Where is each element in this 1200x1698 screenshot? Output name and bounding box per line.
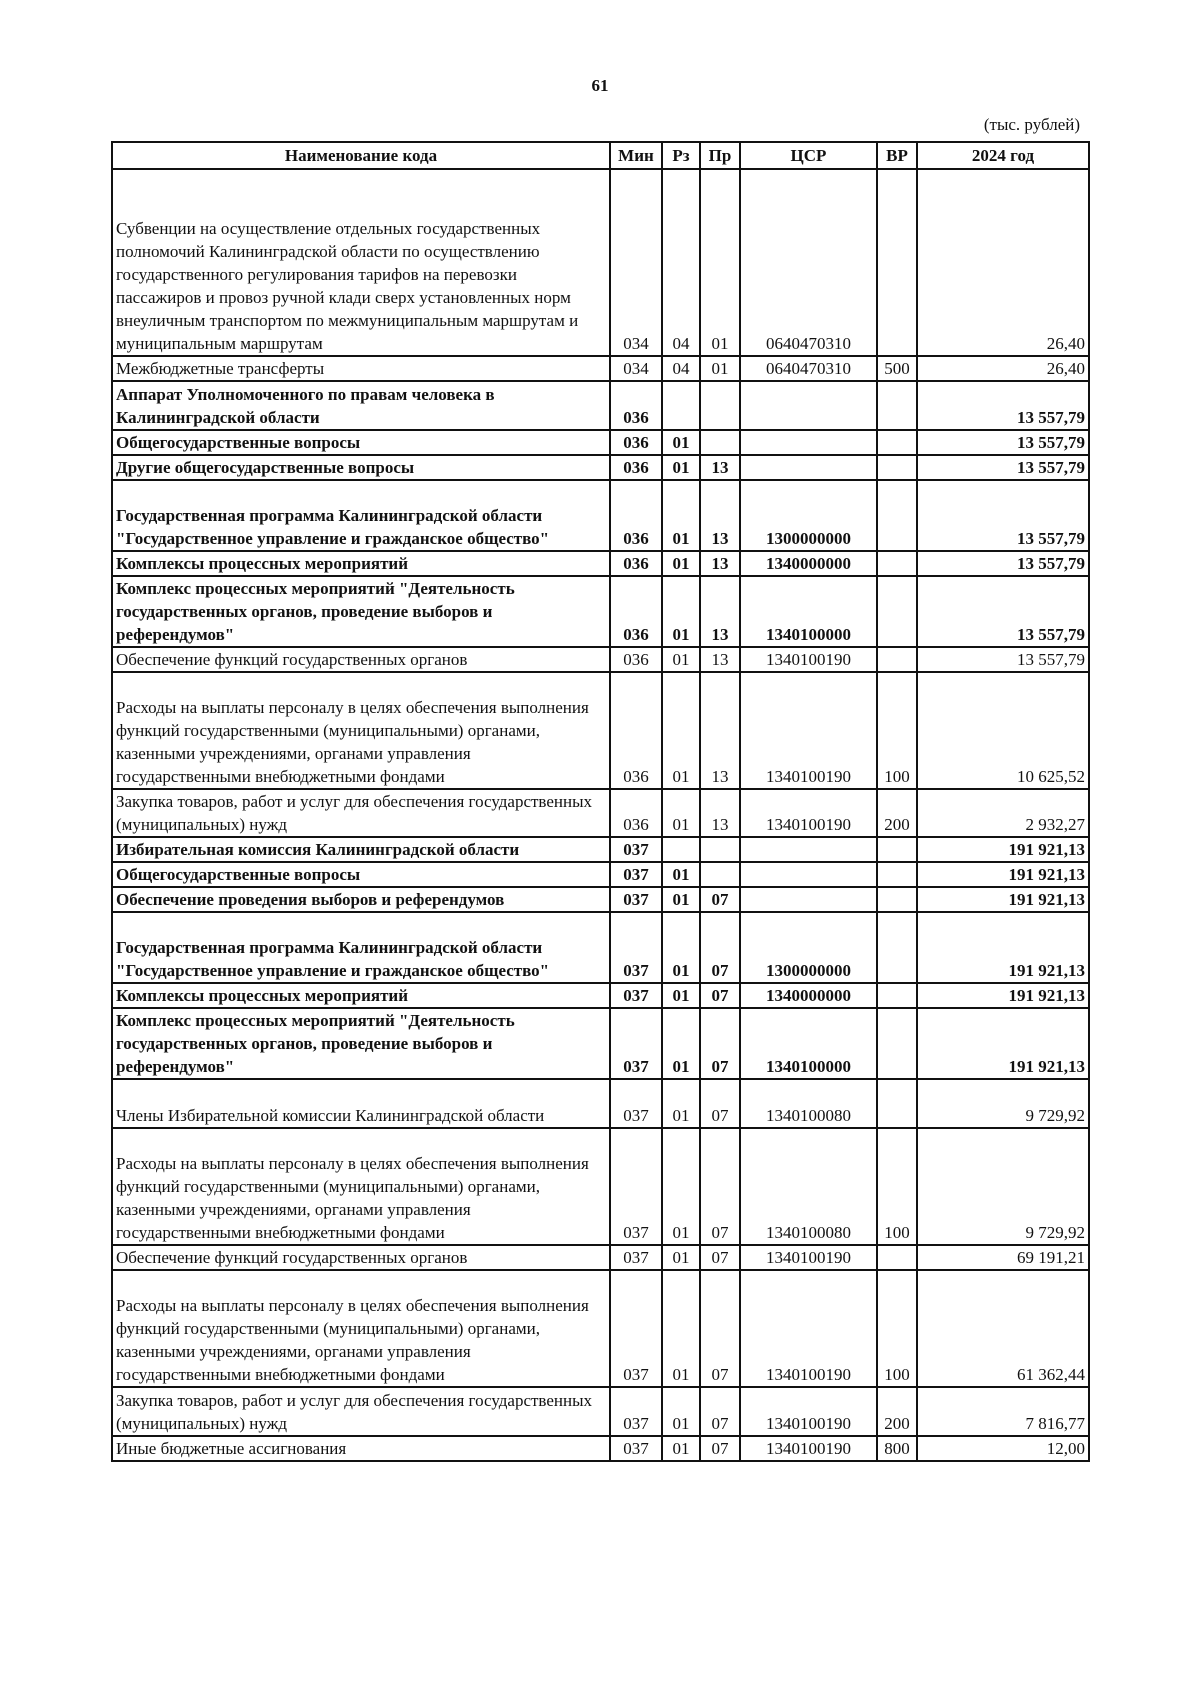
row-amount-cell: 12,00 [917,1436,1089,1461]
row-vr-cell [877,551,917,576]
row-amount-cell: 10 625,52 [917,672,1089,789]
row-pr-cell: 07 [700,1436,740,1461]
row-vr-cell: 500 [877,356,917,381]
row-vr-cell [877,169,917,356]
row-rz-cell: 01 [662,576,700,647]
header-vr: ВР [877,142,917,169]
row-amount-cell: 9 729,92 [917,1079,1089,1128]
table-header-row [112,142,1089,169]
row-name-cell: Расходы на выплаты персоналу в целях обеспечения выполнения функций государственными (муниципальными) органами, казенными учреждениями, органами управления государственными внебюджетными фондами [112,672,610,789]
row-vr-cell [877,455,917,480]
row-name-cell: Межбюджетные трансферты [112,356,610,381]
header-pr: Пр [700,142,740,169]
row-name-cell: Комплекс процессных мероприятий "Деятельность государственных органов, проведение выборов и референдумов" [112,576,610,647]
row-csr-cell: 1340100190 [740,1270,877,1387]
row-rz-cell: 01 [662,887,700,912]
page-number: 61 [591,76,609,95]
row-name-cell: Субвенции на осуществление отдельных государственных полномочий Калининградской области по осуществлению государственного регулирования тарифов на перевозки пассажиров и провоз ручной клади сверх установленных норм внеуличным транспортом по межмуниципальным маршрутам и муниципальным маршрутам [112,169,610,356]
row-vr-cell [877,430,917,455]
row-amount-cell: 13 557,79 [917,576,1089,647]
row-rz-cell: 01 [662,1270,700,1387]
row-amount-cell: 191 921,13 [917,862,1089,887]
header-csr: ЦСР [740,142,877,169]
table-row [112,647,1089,672]
row-min-cell: 037 [610,912,662,983]
table-row [112,672,1089,789]
row-amount-cell: 191 921,13 [917,912,1089,983]
row-min-cell: 036 [610,647,662,672]
row-csr-cell [740,455,877,480]
table-row [112,455,1089,480]
row-name-cell: Избирательная комиссия Калининградской области [112,837,610,862]
row-csr-cell [740,862,877,887]
row-amount-cell: 13 557,79 [917,381,1089,430]
row-rz-cell: 01 [662,789,700,837]
units-label: (тыс. рублей) [983,115,1080,134]
row-csr-cell: 1340000000 [740,551,877,576]
row-rz-cell: 01 [662,1008,700,1079]
row-name-cell: Комплекс процессных мероприятий "Деятельность государственных органов, проведение выборов и референдумов" [112,1008,610,1079]
row-pr-cell: 13 [700,551,740,576]
table-body [112,169,1089,1461]
row-amount-cell: 7 816,77 [917,1387,1089,1436]
row-rz-cell: 01 [662,1436,700,1461]
row-csr-cell: 1340100000 [740,1008,877,1079]
row-min-cell: 037 [610,862,662,887]
row-csr-cell: 1340100000 [740,576,877,647]
row-amount-cell: 26,40 [917,356,1089,381]
row-rz-cell: 01 [662,551,700,576]
row-pr-cell: 13 [700,576,740,647]
row-name-cell: Закупка товаров, работ и услуг для обеспечения государственных (муниципальных) нужд [112,789,610,837]
row-vr-cell [877,837,917,862]
row-csr-cell [740,430,877,455]
row-amount-cell: 191 921,13 [917,1008,1089,1079]
header-name: Наименование кода [112,142,610,169]
table-row [112,1128,1089,1245]
table-row [112,983,1089,1008]
row-csr-cell [740,381,877,430]
row-name-cell: Обеспечение функций государственных органов [112,1245,610,1270]
row-vr-cell [877,480,917,551]
row-csr-cell: 1340100080 [740,1128,877,1245]
row-vr-cell [877,912,917,983]
row-pr-cell: 07 [700,1270,740,1387]
row-pr-cell: 07 [700,887,740,912]
row-min-cell: 034 [610,356,662,381]
row-amount-cell: 191 921,13 [917,837,1089,862]
row-amount-cell: 191 921,13 [917,983,1089,1008]
row-rz-cell: 04 [662,169,700,356]
row-csr-cell: 1300000000 [740,912,877,983]
row-rz-cell: 01 [662,1079,700,1128]
row-rz-cell: 01 [662,455,700,480]
row-csr-cell: 1340100190 [740,647,877,672]
row-amount-cell: 191 921,13 [917,887,1089,912]
row-rz-cell [662,381,700,430]
row-min-cell: 037 [610,837,662,862]
table-row [112,1008,1089,1079]
row-csr-cell [740,837,877,862]
row-rz-cell: 01 [662,862,700,887]
row-pr-cell: 07 [700,983,740,1008]
row-min-cell: 036 [610,789,662,837]
row-name-cell: Государственная программа Калининградской области "Государственное управление и гражданское общество" [112,912,610,983]
row-rz-cell: 01 [662,672,700,789]
row-amount-cell: 13 557,79 [917,647,1089,672]
table-row [112,887,1089,912]
row-amount-cell: 13 557,79 [917,430,1089,455]
row-vr-cell [877,576,917,647]
row-amount-cell: 9 729,92 [917,1128,1089,1245]
row-name-cell: Общегосударственные вопросы [112,862,610,887]
row-amount-cell: 69 191,21 [917,1245,1089,1270]
row-pr-cell: 01 [700,356,740,381]
row-csr-cell [740,887,877,912]
row-rz-cell: 04 [662,356,700,381]
row-vr-cell: 100 [877,1128,917,1245]
row-csr-cell: 1340100190 [740,1387,877,1436]
row-min-cell: 036 [610,576,662,647]
row-amount-cell: 61 362,44 [917,1270,1089,1387]
table-row [112,862,1089,887]
row-min-cell: 037 [610,1079,662,1128]
row-rz-cell: 01 [662,1128,700,1245]
row-name-cell: Члены Избирательной комиссии Калининградской области [112,1079,610,1128]
row-name-cell: Другие общегосударственные вопросы [112,455,610,480]
table-row [112,837,1089,862]
row-rz-cell [662,837,700,862]
row-name-cell: Комплексы процессных мероприятий [112,983,610,1008]
table-row [112,912,1089,983]
row-vr-cell [877,887,917,912]
row-vr-cell [877,647,917,672]
table-row [112,381,1089,430]
row-rz-cell: 01 [662,1387,700,1436]
row-vr-cell: 100 [877,1270,917,1387]
header-amount: 2024 год [917,142,1089,169]
row-pr-cell [700,430,740,455]
row-amount-cell: 26,40 [917,169,1089,356]
row-name-cell: Государственная программа Калининградской области "Государственное управление и гражданское общество" [112,480,610,551]
row-pr-cell [700,862,740,887]
row-csr-cell: 1340100190 [740,1245,877,1270]
row-pr-cell: 13 [700,672,740,789]
row-min-cell: 036 [610,551,662,576]
row-min-cell: 036 [610,672,662,789]
row-csr-cell: 0640470310 [740,356,877,381]
row-vr-cell: 800 [877,1436,917,1461]
row-amount-cell: 13 557,79 [917,455,1089,480]
row-vr-cell [877,1008,917,1079]
table-row [112,1079,1089,1128]
row-vr-cell [877,983,917,1008]
row-csr-cell: 1340100190 [740,1436,877,1461]
row-min-cell: 037 [610,1436,662,1461]
table-row [112,551,1089,576]
row-name-cell: Иные бюджетные ассигнования [112,1436,610,1461]
row-min-cell: 037 [610,1245,662,1270]
row-min-cell: 037 [610,1270,662,1387]
row-min-cell: 036 [610,430,662,455]
row-pr-cell [700,837,740,862]
table-row [112,430,1089,455]
row-rz-cell: 01 [662,430,700,455]
table-row [112,356,1089,381]
row-min-cell: 037 [610,1008,662,1079]
row-name-cell: Общегосударственные вопросы [112,430,610,455]
row-min-cell: 034 [610,169,662,356]
row-amount-cell: 13 557,79 [917,480,1089,551]
table-row [112,1245,1089,1270]
row-csr-cell: 1340100080 [740,1079,877,1128]
row-vr-cell: 200 [877,789,917,837]
header-rz: Рз [662,142,700,169]
row-name-cell: Обеспечение функций государственных органов [112,647,610,672]
row-pr-cell: 13 [700,480,740,551]
row-name-cell: Закупка товаров, работ и услуг для обеспечения государственных (муниципальных) нужд [112,1387,610,1436]
row-pr-cell [700,381,740,430]
row-amount-cell: 13 557,79 [917,551,1089,576]
row-name-cell: Комплексы процессных мероприятий [112,551,610,576]
row-min-cell: 036 [610,381,662,430]
row-min-cell: 037 [610,983,662,1008]
row-pr-cell: 13 [700,455,740,480]
row-rz-cell: 01 [662,647,700,672]
row-pr-cell: 07 [700,1245,740,1270]
row-min-cell: 036 [610,480,662,551]
row-min-cell: 037 [610,1128,662,1245]
row-name-cell: Расходы на выплаты персоналу в целях обеспечения выполнения функций государственными (муниципальными) органами, казенными учреждениями, органами управления государственными внебюджетными фондами [112,1270,610,1387]
row-pr-cell: 07 [700,1387,740,1436]
row-csr-cell: 1340100190 [740,672,877,789]
table-row [112,1436,1089,1461]
row-pr-cell: 07 [700,912,740,983]
row-vr-cell: 200 [877,1387,917,1436]
table-row [112,1270,1089,1387]
row-rz-cell: 01 [662,480,700,551]
row-min-cell: 037 [610,887,662,912]
row-csr-cell: 1300000000 [740,480,877,551]
row-name-cell: Расходы на выплаты персоналу в целях обеспечения выполнения функций государственными (муниципальными) органами, казенными учреждениями, органами управления государственными внебюджетными фондами [112,1128,610,1245]
row-pr-cell: 01 [700,169,740,356]
row-name-cell: Обеспечение проведения выборов и референдумов [112,887,610,912]
row-pr-cell: 07 [700,1079,740,1128]
header-min: Мин [610,142,662,169]
row-rz-cell: 01 [662,1245,700,1270]
row-csr-cell: 1340100190 [740,789,877,837]
row-csr-cell: 0640470310 [740,169,877,356]
row-csr-cell: 1340000000 [740,983,877,1008]
table-row [112,576,1089,647]
row-name-cell: Аппарат Уполномоченного по правам человека в Калининградской области [112,381,610,430]
row-pr-cell: 07 [700,1128,740,1245]
row-min-cell: 037 [610,1387,662,1436]
table-row [112,1387,1089,1436]
row-pr-cell: 13 [700,789,740,837]
table-row [112,480,1089,551]
row-vr-cell [877,862,917,887]
row-min-cell: 036 [610,455,662,480]
row-vr-cell: 100 [877,672,917,789]
table-row [112,789,1089,837]
budget-table [111,141,1090,1462]
row-rz-cell: 01 [662,912,700,983]
row-rz-cell: 01 [662,983,700,1008]
row-pr-cell: 07 [700,1008,740,1079]
row-vr-cell [877,1245,917,1270]
row-vr-cell [877,1079,917,1128]
table-row [112,169,1089,356]
row-amount-cell: 2 932,27 [917,789,1089,837]
row-pr-cell: 13 [700,647,740,672]
row-vr-cell [877,381,917,430]
